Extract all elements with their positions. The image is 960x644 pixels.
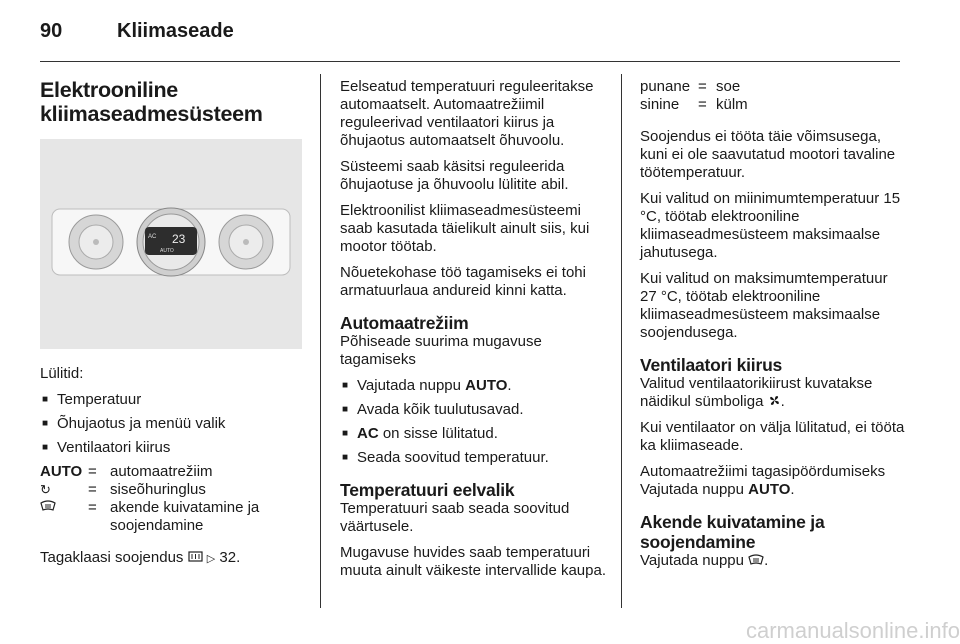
- paragraph-fan-display: Valitud ventilaatorikiirust kuvatakse näidikul sümboliga .: [640, 375, 873, 410]
- switches-label: Lülitid:: [40, 365, 84, 382]
- header-rule: [40, 61, 900, 62]
- section-heading: Elektrooniline kliimaseadmesüsteem: [40, 78, 263, 126]
- auto-step-ac-on: ■ AC on sisse lülitatud.: [340, 425, 610, 443]
- bullet-air-distribution: ■ Õhujaotus ja menüü valik: [40, 415, 308, 433]
- heading-fan-speed: Ventilaatori kiirus: [640, 355, 783, 375]
- paragraph-manual-regulation: Süsteemi saab käsitsi reguleerida õhujaotuse ja õhuvoolu lülitite abil.: [340, 158, 569, 193]
- rear-window-heating-icon: [188, 551, 203, 563]
- paragraph-fan-off: Kui ventilaator on välja lülitatud, ei tööta ka kliimaseade.: [640, 419, 905, 454]
- recirculation-icon: ↻: [40, 482, 51, 497]
- watermark: carmanualsonline.info: [745, 618, 960, 643]
- column-3: [640, 78, 905, 578]
- paragraph-return-auto: Automaatrežiimi tagasipöördumiseks Vajutada nuppu AUTO.: [640, 463, 886, 498]
- auto-step-open-vents: ■ Avada kõik tuulutusavad.: [340, 401, 610, 419]
- column-divider-1: [320, 74, 321, 608]
- page-number: 90: [40, 20, 63, 42]
- paragraph-heating-warmup: Soojendus ei tööta täie võimsusega, kuni ei ole saavutatud mootori tavaline töötemperatuur.: [640, 128, 896, 181]
- bullet-temperature: ■ Temperatuur: [40, 391, 308, 409]
- color-legend: punane = soe sinine = külm: [640, 78, 748, 113]
- auto-step-press-auto: ■ Vajutada nuppu AUTO.: [340, 377, 610, 395]
- symbol-legend: AUTO = automaatrežiim ↻ = siseõhuringlus = akende kuivatamine ja soojendamine: [40, 463, 260, 534]
- column-1: [40, 78, 308, 576]
- climate-panel-illustration: [40, 139, 302, 349]
- paragraph-min-temp: Kui valitud on miinimumtemperatuur 15 °C, töötab elektrooniline kliimaseadmesüsteem maksimaalse jahutusega.: [640, 190, 901, 261]
- fan-icon: [768, 394, 781, 407]
- display-auto-text: AUTO: [160, 248, 174, 254]
- auto-mode-intro: Põhiseade suurima mugavuse tagamiseks: [340, 333, 542, 368]
- auto-step-set-temp: ■ Seada soovitud temperatuur.: [340, 449, 610, 467]
- paragraph-max-temp: Kui valitud on maksimumtemperatuur 27 °C, töötab elektrooniline kliimaseadmesüsteem maksimaalse soojendusega.: [640, 270, 888, 341]
- heading-temperature-preselection: Temperatuuri eelvalik: [340, 480, 515, 500]
- column-2: [340, 78, 610, 588]
- paragraph-sensors: Nõuetekohase töö tagamiseks ei tohi armatuurlaua andureid kinni katta.: [340, 264, 586, 299]
- climate-panel-svg: [40, 139, 302, 349]
- rear-window-heating-text: Tagaklaasi soojendus ▷ 32.: [40, 549, 241, 566]
- paragraph-temp-set: Temperatuuri saab seada soovitud väärtusele.: [340, 500, 570, 535]
- paragraph-defrost: Vajutada nuppu .: [640, 552, 769, 569]
- heading-defrost: Akende kuivatamine ja soojendamine: [640, 512, 825, 552]
- paragraph-auto-regulation: Eelseatud temperatuuri reguleeritakse automaatselt. Automaatrežiimil reguleerivad ventilaatori kiirus ja õhujaotus automaatselt õhuvoolu.: [340, 78, 594, 149]
- heading-auto-mode: Automaatrežiim: [340, 313, 469, 333]
- windscreen-defrost-icon: [748, 553, 764, 567]
- paragraph-temp-steps: Mugavuse huvides saab temperatuuri muuta ainult väikeste intervallide kaupa.: [340, 544, 606, 579]
- bullet-fan-speed: ■ Ventilaatori kiirus: [40, 439, 308, 457]
- paragraph-engine-running: Elektroonilist kliimaseadmesüsteemi saab kasutada täielikult ainult siis, kui mootor töötab.: [340, 202, 590, 255]
- display-temp-text: 23: [172, 232, 186, 246]
- page-title: Kliimaseade: [117, 20, 234, 42]
- page-ref-arrow-icon: ▷: [206, 553, 216, 565]
- legend-auto-symbol: AUTO: [40, 463, 83, 480]
- column-divider-2: [621, 74, 622, 608]
- display-ac-text: AC: [148, 234, 157, 240]
- windscreen-defrost-icon: [40, 499, 88, 535]
